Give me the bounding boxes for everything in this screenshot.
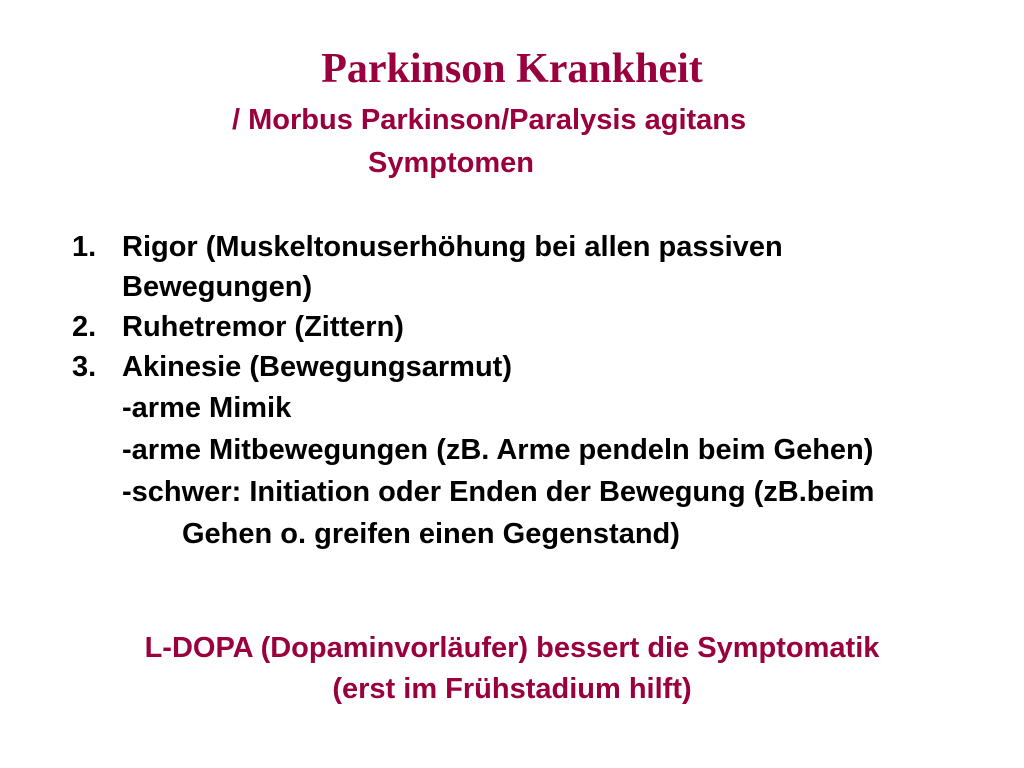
subtitle-line-2: Symptomen	[368, 147, 534, 179]
list-item-text: Rigor (Muskeltonuserhöhung bei allen passiven	[122, 231, 783, 263]
list-item-text: Ruhetremor (Zittern)	[122, 311, 404, 343]
list-item-text: Akinesie (Bewegungsarmut)	[122, 351, 512, 383]
list-item-continuation: Bewegungen)	[122, 271, 313, 303]
slide-title: Parkinson Krankheit	[321, 46, 703, 92]
list-item-number: 1.	[72, 231, 97, 263]
sub-item: -arme Mitbewegungen (zB. Arme pendeln beim Gehen)	[122, 434, 874, 466]
subtitle-line-1: / Morbus Parkinson/Paralysis agitans	[232, 104, 747, 136]
list-item-number: 2.	[72, 311, 97, 343]
footer-line-1: L-DOPA (Dopaminvorläufer) bessert die Symptomatik	[144, 632, 880, 664]
sub-item: -schwer: Initiation oder Enden der Bewegung (zB.beim	[122, 476, 875, 508]
sub-item-continuation: Gehen o. greifen einen Gegenstand)	[182, 518, 680, 550]
sub-item: -arme Mimik	[122, 392, 292, 424]
list-item-number: 3.	[72, 351, 97, 383]
footer-line-2: (erst im Frühstadium hilft)	[332, 673, 692, 705]
